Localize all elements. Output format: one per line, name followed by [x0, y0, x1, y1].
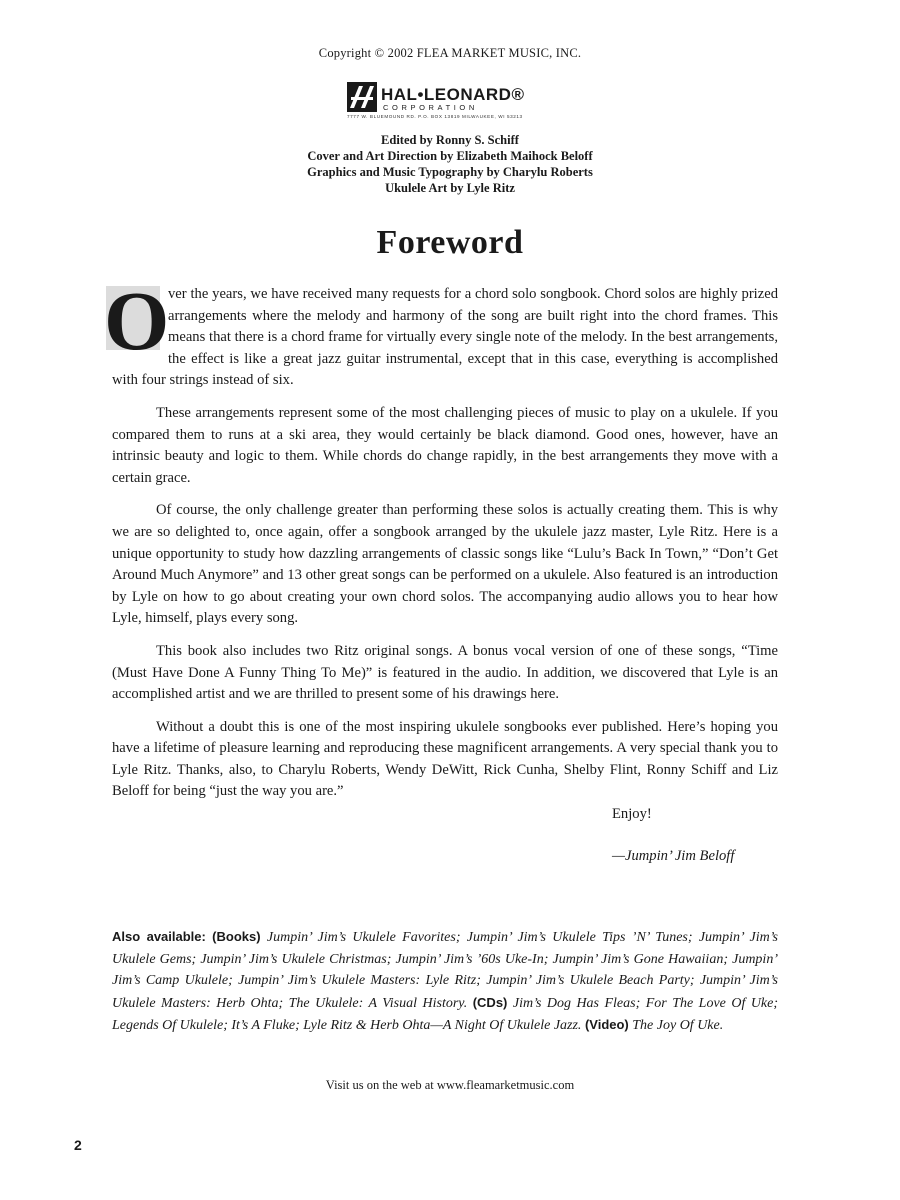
logo-name: HAL•LEONARD®: [381, 85, 525, 104]
credits-block: [0, 132, 900, 196]
paragraph-5: Without a doubt this is one of the most inspiring ukulele songbooks ever published. Here’s hoping you have a lifetime of pleasure learning and reproducing these magnificent arrangements. A very special thank you to Lyle Ritz. Thanks, also, to Charylu Roberts, Wendy DeWitt, Rick Cunha, Shelby Flint, Ronny Schiff and Liz Beloff for being “just the way you are.”: [112, 718, 778, 800]
signature: —Jumpin’ Jim Beloff: [612, 848, 735, 864]
paragraph-2: These arrangements represent some of the most challenging pieces of music to play on a ukulele. If you compared them to runs at a ski area, they would certainly be black diamond. Good ones, however, have an intrinsic beauty and logic to them. While chords do change rapidly, in the best arrangements they move with a certain grace.: [112, 404, 778, 486]
paragraph-1: [104, 275, 778, 392]
credit-art-direction: Cover and Art Direction by Elizabeth Maihock Beloff: [307, 149, 593, 163]
website-line: Visit us on the web at www.fleamarketmusic.com: [325, 1078, 575, 1092]
copyright-line: Copyright © 2002 FLEA MARKET MUSIC, INC.: [318, 46, 582, 60]
foreword-body: [104, 275, 778, 814]
hal-leonard-logo: [347, 82, 557, 122]
also-available-block: [112, 926, 778, 1037]
drop-cap: [104, 275, 170, 368]
paragraph-1-text: ver the years, we have received many requests for a chord solo songbook. Chord solos are highly prized arrangements where the melody and harmony of the song are built right into the chord frames. This means that there is a chord frame for virtually every single note of the melody. In the best arrangements, the effect is like a great jazz guitar instrumental, except that in this case, everything is accomplished with four strings instead of six.: [112, 286, 778, 389]
cds-list: Jim’s Dog Has Fleas; For The Love Of Uke; Legends Of Ukulele; It’s A Fluke; Lyle Ritz & Herb Ohta—A Night Of Ukulele Jazz.: [112, 995, 779, 1034]
credit-editor: Edited by Ronny S. Schiff: [381, 133, 519, 147]
logo-subtitle: CORPORATION: [383, 103, 478, 112]
page-number: 2: [74, 1137, 82, 1153]
paragraph-4: This book also includes two Ritz original songs. A bonus vocal version of one of these songs, “Time (Must Have Done A Funny Thing To Me)” is featured in the audio. In addition, we discovered that Lyle is an accomplished artist and we are thrilled to present some of his drawings here.: [112, 642, 778, 703]
cds-label: (CDs): [472, 994, 508, 1010]
credit-ukulele-art: Ukulele Art by Lyle Ritz: [385, 181, 515, 195]
closing-line: Enjoy!: [612, 806, 652, 822]
also-available-label: Also available:: [112, 929, 206, 944]
books-label: (Books): [212, 929, 261, 944]
video-list: The Joy Of Uke.: [632, 1018, 724, 1034]
books-list: Jumpin’ Jim’s Ukulele Favorites; Jumpin’ Jim’s Ukulele Tips ’N’ Tunes; Jumpin’ Jim’s Ukulele Gems; Jumpin’ Jim’s Ukulele Christmas; Jumpin’ Jim’s ’60s Uke-In; Jumpin’ Jim’s Gone Hawaiian; Jumpin’ Jim’s Camp Ukulele; Jumpin’ Jim’s Ukulele Masters: Lyle Ritz; Jumpin’ Jim’s Ukulele Beach Party; Jumpin’ Jim’s Ukulele Masters: Herb Ohta; The Ukulele: A Visual History.: [112, 930, 778, 1011]
logo-address: 7777 W. BLUEMOUND RD. P.O. BOX 13819 MILWAUKEE, WI 53213: [347, 114, 523, 119]
paragraph-3: Of course, the only challenge greater than performing these solos is actually creating them. This is why we are so delighted to, once again, offer a songbook arranged by the ukulele jazz master, Lyle Ritz. Here is a unique opportunity to study how dazzling arrangements of classic songs like “Lulu’s Back In Town,” “Don’t Get Around Much Anymore” and 13 other great songs can be performed on a ukulele. Also featured is an introduction by Lyle on how to go about creating your own chord solos. The accompanying audio allows you to hear how Lyle, himself, plays every song.: [112, 502, 778, 627]
video-label: (Video): [584, 1017, 629, 1033]
credit-graphics: Graphics and Music Typography by Charylu Roberts: [307, 165, 593, 179]
hal-leonard-emblem-icon: [347, 82, 377, 112]
drop-cap-letter: O: [104, 275, 170, 368]
page-title: Foreword: [376, 224, 524, 261]
